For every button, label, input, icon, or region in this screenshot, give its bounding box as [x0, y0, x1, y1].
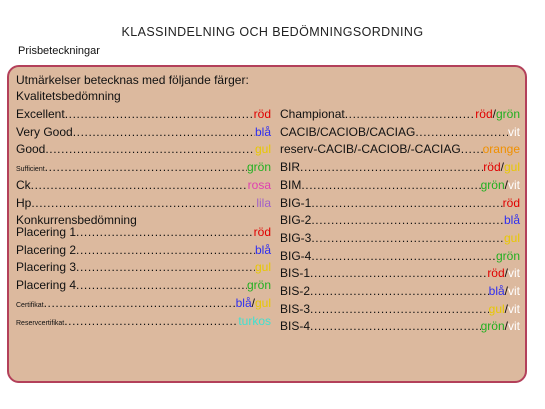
award-label: Sufficient — [16, 166, 45, 174]
color-separator: / — [504, 319, 508, 334]
award-label: BIS-3 — [280, 301, 311, 316]
color-separator: / — [492, 107, 496, 121]
leader-dots — [64, 314, 238, 328]
award-row — [280, 319, 520, 333]
award-label: BIS-1 — [280, 266, 311, 281]
award-label: CACIB/CACIOB/CACIAG — [280, 124, 416, 139]
leader-dots — [76, 278, 247, 292]
color-separator: / — [504, 301, 508, 316]
leader-dots — [461, 142, 483, 156]
color-separator: / — [504, 177, 508, 192]
award-row — [280, 249, 520, 263]
leader-dots — [31, 196, 256, 210]
award-color-value: rosa — [247, 177, 271, 192]
award-color-value: gul — [488, 301, 505, 316]
leader-dots — [310, 302, 489, 316]
award-color-value: röd — [487, 266, 505, 281]
award-row — [280, 196, 520, 210]
leader-dots — [311, 249, 496, 263]
leader-dots — [76, 225, 254, 239]
award-label: BIG-3 — [280, 230, 312, 245]
award-label: BIG-4 — [280, 248, 312, 263]
award-row — [280, 231, 520, 245]
award-row — [16, 243, 271, 257]
award-color-value: turkos — [238, 313, 271, 328]
award-color-value: gul — [503, 160, 520, 175]
award-color-value: blå — [503, 213, 520, 228]
award-label: BIS-2 — [280, 284, 311, 298]
quality-heading: Kvalitetsbedömning — [16, 89, 121, 103]
award-label: Placering 1 — [16, 225, 77, 239]
award-label: BIS-4 — [280, 319, 311, 334]
award-color-value: blå — [254, 124, 271, 139]
award-label: Placering 3 — [16, 260, 77, 275]
award-row — [16, 314, 271, 328]
leader-dots — [345, 107, 476, 121]
award-row — [16, 196, 271, 210]
award-color-value: grön — [480, 319, 505, 334]
leader-dots — [301, 178, 480, 192]
award-label: Excellent — [16, 107, 65, 121]
award-color-value: blå — [488, 284, 505, 298]
award-color-value: vit — [508, 266, 520, 281]
leader-dots — [311, 231, 504, 245]
award-label: Reservcertifikat — [16, 319, 65, 327]
award-row — [16, 125, 271, 139]
award-color-value: röd — [483, 160, 501, 175]
page-title: KLASSINDELNING OCH BEDÖMNINGSORDNING — [121, 25, 424, 39]
competition-heading: Konkurrensbedömning — [16, 213, 137, 227]
leader-dots — [300, 160, 483, 174]
section-subtitle: Prisbeteckningar — [18, 45, 100, 57]
award-label: Ck — [16, 177, 31, 192]
award-label: Placering 4 — [16, 278, 77, 293]
leader-dots — [45, 160, 247, 174]
leader-dots — [76, 243, 255, 257]
leader-dots — [76, 260, 255, 274]
award-color-value: röd — [253, 107, 271, 121]
award-color-value: gul — [503, 230, 520, 245]
award-row — [280, 125, 520, 139]
award-label: BIM — [280, 177, 302, 192]
award-label: BIG-2 — [280, 213, 312, 228]
award-row — [280, 142, 520, 156]
award-color-value: blå — [235, 295, 252, 310]
award-color-value: grön — [246, 278, 271, 293]
award-row — [280, 284, 520, 298]
award-row — [280, 302, 520, 316]
award-label: Championat — [280, 107, 345, 121]
award-row — [16, 296, 271, 310]
award-color-value: lila — [256, 195, 271, 210]
award-label: Very Good — [16, 124, 73, 139]
color-separator: / — [504, 284, 508, 298]
award-row — [280, 266, 520, 280]
leader-dots — [311, 196, 502, 210]
award-colors-panel — [7, 65, 527, 383]
award-row — [280, 178, 520, 192]
leader-dots — [73, 125, 255, 139]
award-color-value: orange — [482, 142, 520, 157]
leader-dots — [310, 319, 481, 333]
award-color-value: vit — [508, 124, 520, 139]
leader-dots — [65, 107, 254, 121]
award-label: Hp — [16, 195, 32, 210]
award-color-value: vit — [508, 284, 520, 298]
award-row — [16, 107, 271, 121]
award-row — [280, 107, 520, 121]
award-row — [16, 142, 271, 156]
award-label: Certifikat — [16, 301, 44, 309]
leader-dots — [45, 142, 255, 156]
color-separator: / — [251, 295, 255, 310]
award-row — [16, 178, 271, 192]
color-separator: / — [504, 266, 508, 281]
award-color-value: vit — [508, 301, 520, 316]
award-color-value: gul — [254, 295, 271, 310]
award-color-value: grön — [495, 248, 520, 263]
award-label: BIG-1 — [280, 195, 312, 210]
leader-dots — [310, 266, 487, 280]
award-label: reserv-CACIB/-CACIOB/-CACIAG — [280, 142, 461, 157]
award-color-value: röd — [475, 107, 493, 121]
award-color-value: grön — [480, 177, 505, 192]
award-row — [16, 278, 271, 292]
award-color-value: gul — [254, 260, 271, 275]
leader-dots — [31, 178, 248, 192]
award-label: Placering 2 — [16, 242, 77, 257]
award-color-value: vit — [508, 319, 520, 334]
leader-dots — [310, 284, 489, 298]
award-color-value: röd — [253, 225, 271, 239]
leader-dots — [44, 296, 236, 310]
award-row — [280, 160, 520, 174]
award-row — [16, 260, 271, 274]
award-color-value: vit — [508, 177, 520, 192]
color-separator: / — [500, 160, 504, 175]
award-row — [16, 160, 271, 174]
award-color-value: röd — [502, 195, 520, 210]
award-row — [16, 225, 271, 239]
award-label: BIR — [280, 160, 301, 175]
leader-dots — [311, 213, 504, 227]
intro-text: Utmärkelser betecknas med följande färger: — [16, 73, 249, 87]
award-color-value: gul — [254, 142, 271, 157]
award-label: Good — [16, 142, 46, 157]
award-color-value: grön — [495, 107, 520, 121]
award-row — [280, 213, 520, 227]
award-color-value: blå — [254, 242, 271, 257]
award-color-value: grön — [246, 160, 271, 175]
leader-dots — [415, 125, 508, 139]
